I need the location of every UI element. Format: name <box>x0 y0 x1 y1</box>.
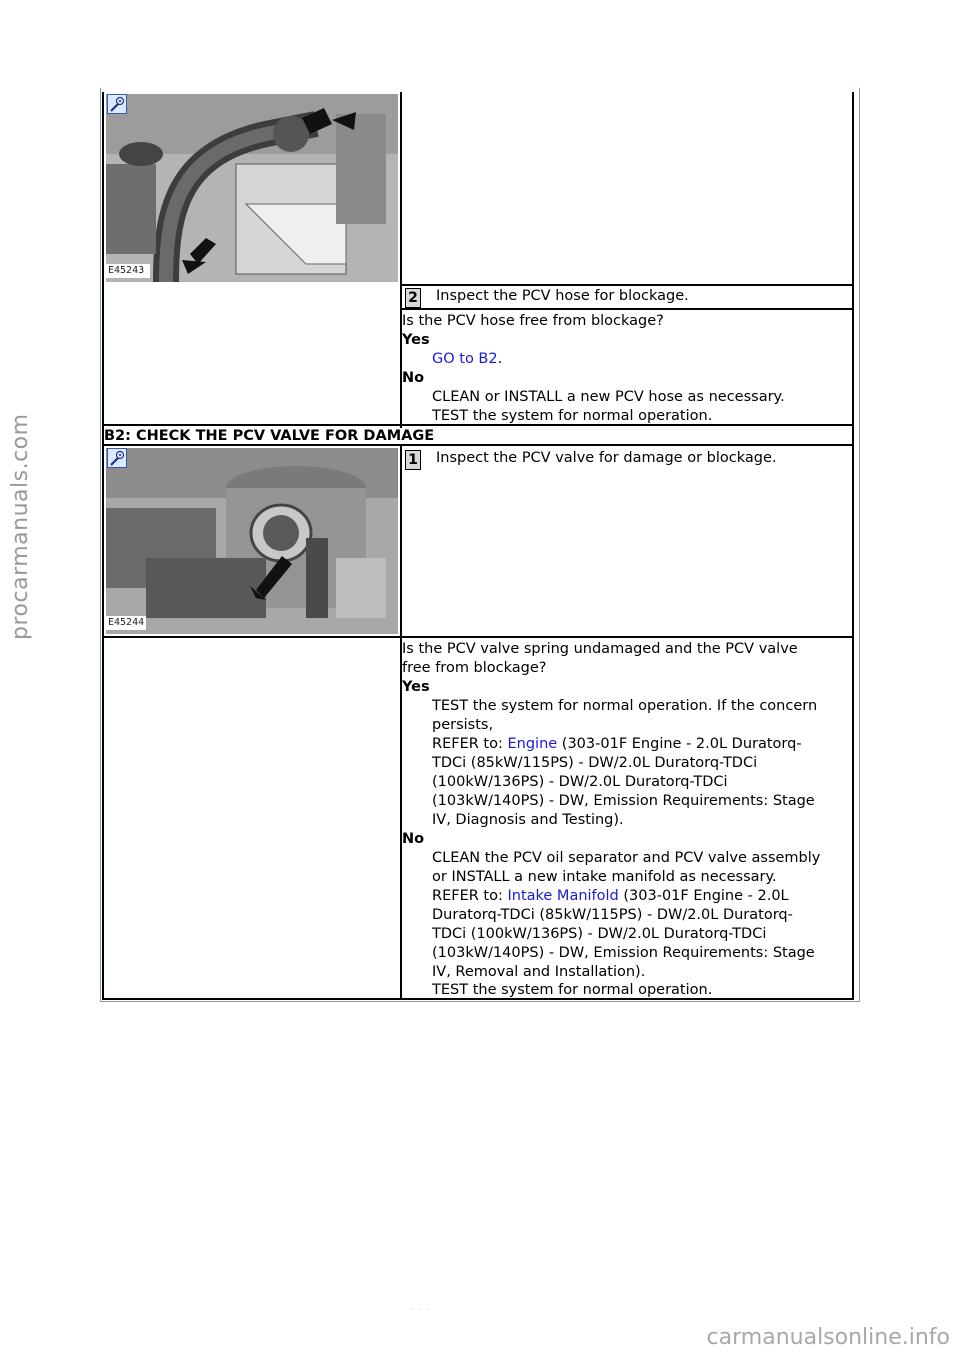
table-divider-bottom <box>400 446 402 1000</box>
no-line-2: or INSTALL a new intake manifold as necessary. <box>432 869 777 885</box>
row-line-1 <box>400 284 854 286</box>
yes-action-punct: . <box>497 351 503 367</box>
section-heading-b2: B2: CHECK THE PCV VALVE FOR DAMAGE <box>104 428 435 444</box>
page-number: - - - <box>410 1302 429 1315</box>
no-label-2: No <box>402 831 425 847</box>
step-text-inspect-valve: Inspect the PCV valve for damage or blockage. <box>436 450 777 466</box>
magnify-plus-icon <box>108 449 126 467</box>
yes-refer-line-3: (100kW/136PS) - DW/2.0L Duratorq-TDCi <box>432 774 728 790</box>
pcv-hose-photo <box>106 94 398 282</box>
intake-manifold-link[interactable]: Intake Manifold <box>507 888 619 904</box>
yes-action-1 <box>432 350 502 369</box>
question-hose: Is the PCV hose free from blockage? <box>402 313 664 329</box>
figure-code-1: E45243 <box>108 265 145 276</box>
no-refer-rest-1: (303-01F Engine - 2.0L <box>618 888 789 904</box>
row-line-2 <box>400 308 854 310</box>
table-border-left <box>102 92 104 1000</box>
no-refer-line-4: (103kW/140PS) - DW, Emission Requirements: Stage <box>432 945 815 961</box>
no-refer-line-3: TDCi (100kW/136PS) - DW/2.0L Duratorq-TDCi <box>432 926 767 942</box>
no-last-line: TEST the system for normal operation. <box>432 982 713 998</box>
no-action-1-line1: CLEAN or INSTALL a new PCV hose as necessary. <box>432 389 785 405</box>
yes-refer-line <box>432 735 802 754</box>
no-line-1: CLEAN the PCV oil separator and PCV valve assembly <box>432 850 821 866</box>
table-border-right <box>852 92 854 1000</box>
step-number-2: 2 <box>405 288 421 308</box>
yes-label-2: Yes <box>402 679 430 695</box>
no-refer-line-2: Duratorq-TDCi (85kW/115PS) - DW/2.0L Duratorq- <box>432 907 793 923</box>
go-to-b2-link[interactable]: GO to B2 <box>432 351 498 367</box>
side-watermark: procarmanuals.com <box>8 413 33 640</box>
zoom-icon-1[interactable] <box>107 94 127 114</box>
engine-valve-illustration <box>106 448 398 634</box>
step-text-inspect-hose: Inspect the PCV hose for blockage. <box>436 288 689 304</box>
refer-prefix-2: REFER to: <box>432 888 508 904</box>
engine-link[interactable]: Engine <box>507 736 558 752</box>
pcv-valve-photo <box>106 448 398 634</box>
yes-refer-line-2: TDCi (85kW/115PS) - DW/2.0L Duratorq-TDCi <box>432 755 758 771</box>
row-line-5 <box>102 636 854 638</box>
no-label-1: No <box>402 370 425 386</box>
zoom-icon-2[interactable] <box>107 448 127 468</box>
magnify-plus-icon <box>108 95 126 113</box>
engine-hose-illustration <box>106 94 398 282</box>
yes-line-2: persists, <box>432 717 494 733</box>
refer-rest-1: (303-01F Engine - 2.0L Duratorq- <box>557 736 802 752</box>
question-valve-line2: free from blockage? <box>402 660 547 676</box>
refer-prefix: REFER to: <box>432 736 508 752</box>
question-valve-line1: Is the PCV valve spring undamaged and the PCV valve <box>402 641 798 657</box>
yes-refer-line-4: (103kW/140PS) - DW, Emission Requirements: Stage <box>432 793 815 809</box>
yes-refer-line-5: IV, Diagnosis and Testing). <box>432 812 624 828</box>
yes-line-1: TEST the system for normal operation. If the concern <box>432 698 818 714</box>
yes-label-1: Yes <box>402 332 430 348</box>
no-action-1-line2: TEST the system for normal operation. <box>432 408 713 424</box>
bottom-watermark: carmanualsonline.info <box>706 1325 950 1350</box>
figure-code-2: E45244 <box>108 617 145 628</box>
no-refer-line <box>432 887 789 906</box>
step-number-1: 1 <box>405 450 421 470</box>
no-refer-line-5: IV, Removal and Installation). <box>432 964 646 980</box>
